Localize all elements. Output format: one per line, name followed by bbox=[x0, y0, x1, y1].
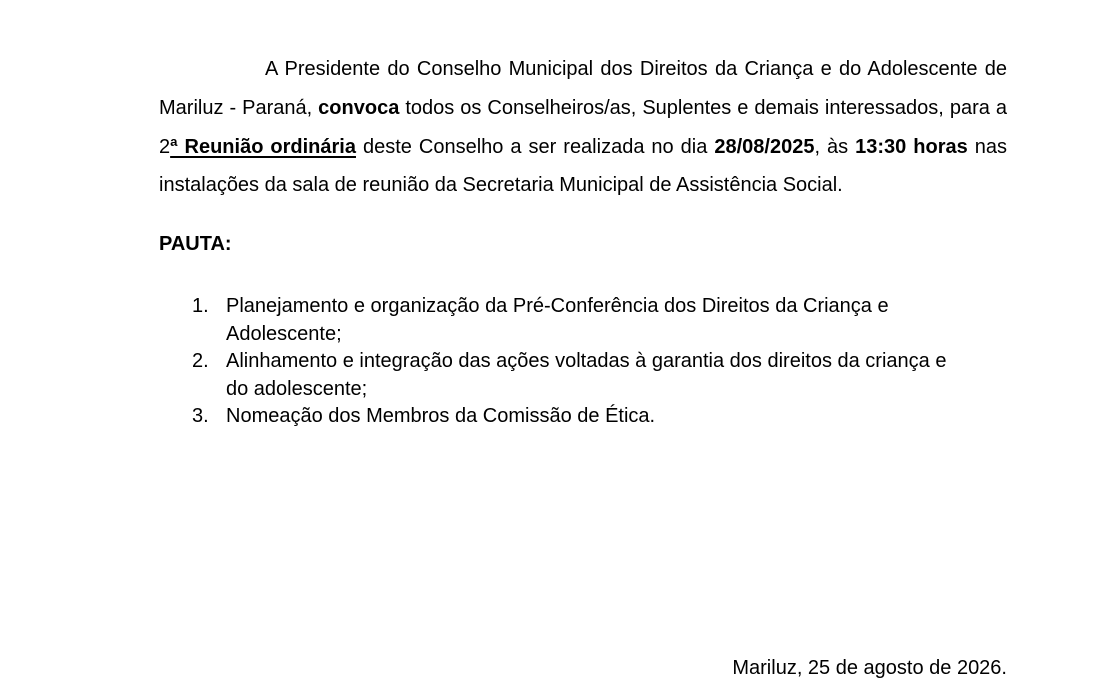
convocation-text-3: deste Conselho a ser realizada no dia bbox=[355, 135, 715, 158]
convocation-paragraph bbox=[159, 50, 1007, 205]
agenda-item bbox=[159, 348, 972, 403]
convocation-text-2: todos os Conselheiros/as, Suplentes e demais interessados, para a 2 bbox=[159, 96, 1007, 158]
agenda-item-text: Alinhamento e integração das ações voltadas à garantia dos direitos da criança e do adolescente; bbox=[226, 350, 947, 400]
agenda-item-number: 3. bbox=[192, 405, 209, 428]
meeting-date: 28/08/2025 bbox=[714, 135, 815, 158]
convocation-text-4: , às bbox=[814, 135, 856, 158]
convocation-text-1: A Presidente do Conselho Municipal dos Direitos da Criança e do Adolescente de Mariluz - Paraná, bbox=[159, 58, 1007, 119]
agenda-item-number: 1. bbox=[192, 295, 209, 318]
signature-place-date: Mariluz, 25 de agosto de 2026. bbox=[732, 657, 1007, 679]
agenda-item-number: 2. bbox=[192, 350, 209, 373]
agenda-item bbox=[159, 403, 972, 431]
agenda-item-text: Nomeação dos Membros da Comissão de Ética. bbox=[226, 405, 656, 428]
agenda-item bbox=[159, 293, 972, 348]
agenda-list bbox=[159, 293, 1007, 431]
document-body bbox=[159, 50, 1007, 431]
meeting-title: ª Reunião ordinária bbox=[170, 135, 356, 158]
meeting-time: 13:30 horas bbox=[855, 135, 968, 158]
convocation-text-5: nas instalações da sala de reunião da Secretaria Municipal de Assistência Social. bbox=[159, 135, 1007, 197]
convoca-keyword: convoca bbox=[318, 96, 400, 119]
pauta-heading: PAUTA: bbox=[159, 233, 232, 256]
agenda-item-text: Planejamento e organização da Pré-Conferência dos Direitos da Criança e Adolescente; bbox=[226, 295, 889, 345]
